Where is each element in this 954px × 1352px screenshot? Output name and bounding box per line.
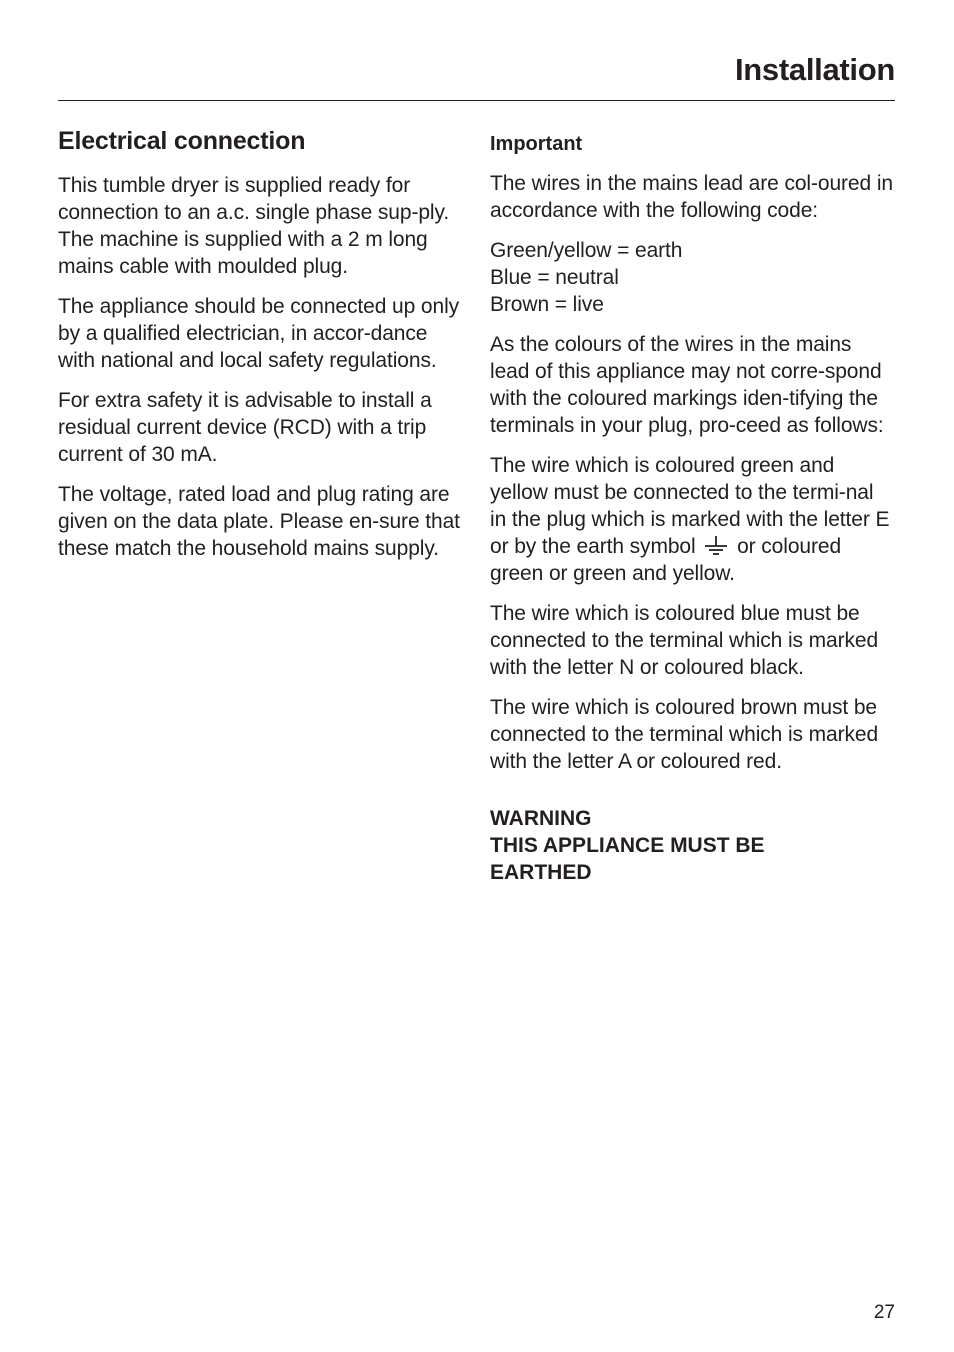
paragraph-brown-wire: The wire which is coloured brown must be connected to the terminal which is marked with the letter A or coloured red. [490,696,879,773]
warning-line-1: WARNING [490,807,592,830]
earth-text-before: The wire which is coloured green and yellow must be connected to the termi-nal in the plug which is marked with the letter E or by the earth symbol [490,454,890,558]
left-column [58,124,462,575]
color-code-list [490,237,895,318]
earth-text-after: or coloured green or green and yellow. [490,535,842,585]
important-subheading: Important [490,133,583,155]
warning-line-3: EARTHED [490,861,592,884]
paragraph-wire-intro: The wires in the mains lead are col-oured in accordance with the following code: [490,172,893,222]
paragraph-colours-note: As the colours of the wires in the mains lead of this appliance may not corre-spond with the coloured markings iden-tifying the terminals in your plug, pro-ceed as follows: [490,333,884,437]
color-code-neutral: Blue = neutral [490,266,619,289]
section-heading: Electrical connection [58,127,306,155]
paragraph-earth-wire [490,452,895,587]
header-divider [58,100,895,101]
right-column [490,124,895,886]
paragraph-data-plate: The voltage, rated load and plug rating are given on the data plate. Please en-sure that these match the household mains supply. [58,483,460,560]
page-section-title: Installation [734,52,895,87]
color-code-earth: Green/yellow = earth [490,239,683,262]
paragraph-electrician: The appliance should be connected up only by a qualified electrician, in accor-dance with national and local safety regulations. [58,295,460,372]
earth-ground-icon [703,534,729,556]
paragraph-rcd: For extra safety it is advisable to install a residual current device (RCD) with a trip current of 30 mA. [58,389,432,466]
earthing-warning [490,805,895,886]
color-code-live: Brown = live [490,293,604,316]
paragraph-blue-wire: The wire which is coloured blue must be connected to the terminal which is marked with the letter N or coloured black. [490,602,879,679]
paragraph-supply: This tumble dryer is supplied ready for connection to an a.c. single phase sup-ply. The machine is supplied with a 2 m long mains cable with moulded plug. [58,174,450,278]
warning-line-2: THIS APPLIANCE MUST BE [490,834,765,857]
page-number: 27 [873,1302,895,1323]
